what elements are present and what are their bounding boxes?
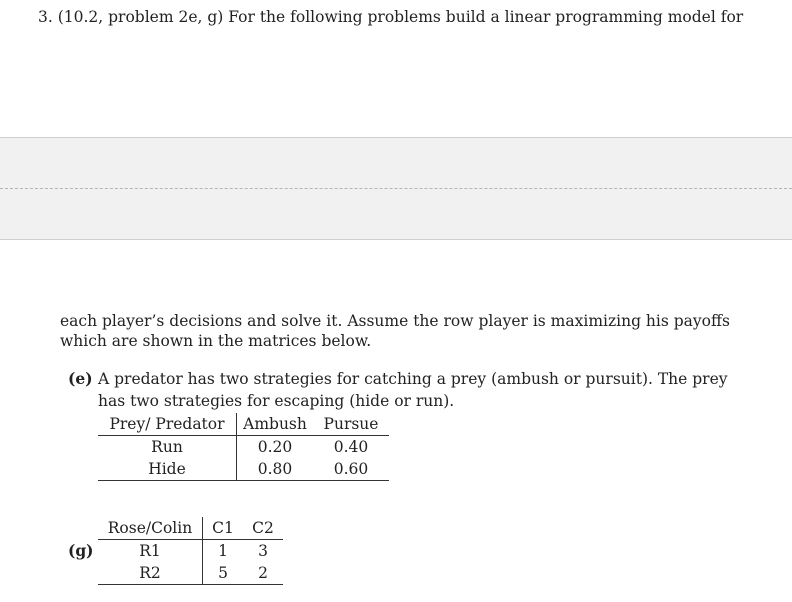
payoff-table-g (98, 517, 283, 585)
table-row-label: R1 (98, 540, 203, 563)
table-header-cell: Rose/Colin (98, 517, 203, 540)
part-e-line-1: A predator has two strategies for catching a prey (ambush or pursuit). The prey (98, 370, 728, 388)
table-cell: 3 (258, 542, 268, 560)
intro-line-2: which are shown in the matrices below. (60, 332, 372, 350)
part-g-label: (g) (68, 541, 94, 560)
table-row (98, 540, 283, 563)
part-e-line-2: has two strategies for escaping (hide or run). (98, 392, 455, 410)
table-cell: 1 (218, 542, 228, 560)
table-header-cell: Ambush (237, 413, 314, 436)
table-row (98, 562, 283, 585)
table-row (98, 458, 389, 481)
part-e-label: (e) (68, 369, 93, 388)
table-cell: 2 (243, 562, 283, 585)
problem-heading: 3. (10.2, problem 2e, g) For the following problems build a linear programming model for (38, 8, 744, 26)
table-row-label: Hide (98, 458, 237, 481)
table-cell: 0.60 (313, 458, 389, 481)
table-cell: 5 (203, 562, 244, 585)
table-row-label: Run (98, 436, 237, 459)
table-header-cell: C1 (203, 517, 244, 540)
payoff-table-e (98, 413, 389, 481)
table-row (98, 436, 389, 459)
table-header-row (98, 413, 389, 436)
page-break-dashed-line (0, 188, 792, 189)
table-header-cell: C2 (243, 517, 283, 540)
table-header-cell: Pursue (313, 413, 389, 436)
intro-line-1: each player’s decisions and solve it. Assume the row player is maximizing his payoffs (60, 312, 730, 330)
table-cell: 0.20 (257, 438, 293, 456)
table-cell: 0.80 (237, 458, 314, 481)
page-break (0, 137, 792, 240)
table-header-row (98, 517, 283, 540)
table-header-cell: Prey/ Predator (98, 413, 237, 436)
table-row-label: R2 (98, 562, 203, 585)
table-cell: 0.40 (333, 438, 369, 456)
